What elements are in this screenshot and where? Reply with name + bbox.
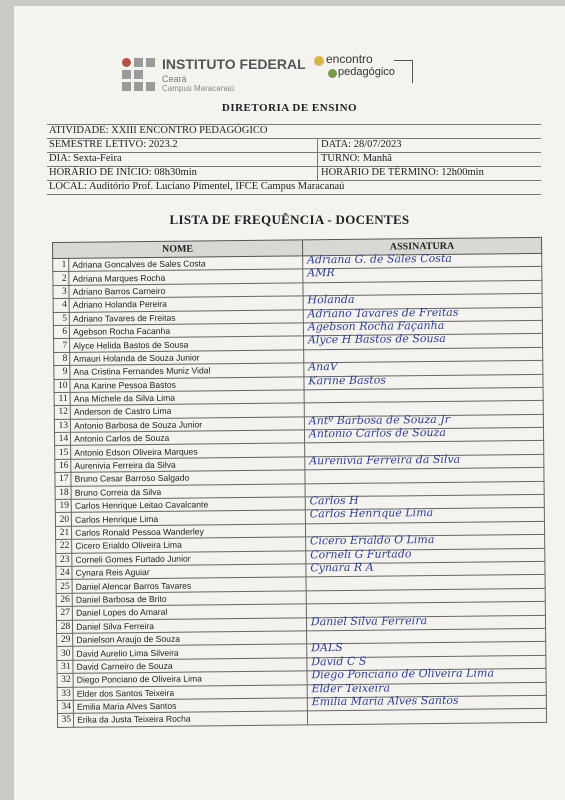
teacher-name: Agebson Rocha Facanha bbox=[70, 323, 304, 339]
teacher-name: Anderson de Castro Lima bbox=[70, 403, 304, 419]
handwritten-signature: Adriano Tavares de Freitas bbox=[307, 305, 459, 320]
day-field: DIA: Sexta-Feira bbox=[49, 153, 122, 164]
teacher-name: Daniel Alencar Barros Tavares bbox=[72, 577, 306, 593]
row-number: 24 bbox=[56, 566, 72, 580]
row-number: 1 bbox=[53, 258, 69, 272]
event-logo-line2: pedagógico bbox=[338, 66, 395, 78]
handwritten-signature: Cynara R A bbox=[310, 560, 374, 575]
teacher-name: Daniel Silva Ferreira bbox=[73, 617, 307, 633]
end-time-field: HORÁRIO DE TÉRMINO: 12h00min bbox=[321, 167, 484, 178]
row-number: 13 bbox=[54, 419, 70, 433]
row-number: 18 bbox=[55, 486, 71, 500]
handwritten-signature: Holanda bbox=[307, 293, 355, 307]
teacher-name: Bruno Correia da Silva bbox=[71, 484, 305, 500]
activity-field: ATIVIDADE: XXIII ENCONTRO PEDAGÓGICO bbox=[49, 125, 268, 136]
teacher-name: Carlos Henrique Lima bbox=[71, 510, 305, 526]
row-number: 4 bbox=[53, 298, 69, 312]
handwritten-signature: Corneli G Furtado bbox=[310, 546, 412, 561]
teacher-name: Cynara Reis Aguiar bbox=[72, 564, 306, 580]
event-logo-dot-icon bbox=[314, 56, 324, 66]
teacher-name: David Carneiro de Souza bbox=[73, 658, 307, 674]
row-number: 27 bbox=[56, 606, 72, 620]
handwritten-signature: Carlos Henrique Lima bbox=[309, 506, 434, 521]
column-header-signature: ASSINATURA bbox=[302, 237, 541, 256]
teacher-name: Aurenivia Ferreira da Silva bbox=[71, 457, 305, 473]
event-logo-dot-icon bbox=[328, 69, 337, 78]
teacher-name: Carlos Ronald Pessoa Wanderley bbox=[72, 524, 306, 540]
row-number: 34 bbox=[57, 700, 73, 714]
row-number: 19 bbox=[55, 499, 71, 513]
row-number: 31 bbox=[57, 660, 73, 674]
institute-campus: Campus Maracanaú bbox=[162, 84, 235, 93]
row-number: 32 bbox=[57, 673, 73, 687]
row-number: 35 bbox=[57, 714, 73, 728]
column-header-name: NOME bbox=[53, 240, 303, 259]
signature-cell[interactable] bbox=[307, 709, 546, 725]
handwritten-signature: Carlos H bbox=[309, 493, 359, 508]
row-number: 30 bbox=[57, 647, 73, 661]
handwritten-signature: Aurenivia Ferreira da Silva bbox=[309, 452, 461, 468]
handwritten-signature: Alyce H Bastos de Sousa bbox=[307, 332, 446, 347]
activity-info-box bbox=[47, 124, 541, 195]
document-header bbox=[14, 50, 565, 114]
row-number: 9 bbox=[54, 365, 70, 379]
row-number: 21 bbox=[55, 526, 71, 540]
teacher-name: Bruno Cesar Barroso Salgado bbox=[71, 470, 305, 486]
teacher-name: Adriana Goncalves de Sales Costa bbox=[69, 256, 303, 272]
row-number: 6 bbox=[53, 325, 69, 339]
row-number: 10 bbox=[54, 379, 70, 393]
handwritten-signature: AMR bbox=[307, 266, 335, 280]
teacher-name: Antonio Edson Oliveira Marques bbox=[71, 443, 305, 459]
row-number: 14 bbox=[54, 432, 70, 446]
teacher-name: Antonio Barbosa de Souza Junior bbox=[71, 417, 305, 433]
row-number: 20 bbox=[55, 513, 71, 527]
row-number: 16 bbox=[55, 459, 71, 473]
handwritten-signature: David C S bbox=[311, 654, 367, 669]
teacher-name: Ana Michele da Silva Lima bbox=[70, 390, 304, 406]
row-number: 26 bbox=[56, 593, 72, 607]
handwritten-signature: Diego Ponciano de Oliveira Lima bbox=[311, 666, 495, 682]
shift-field: TURNO: Manhã bbox=[321, 153, 392, 164]
handwritten-signature: Adriana G. de Sales Costa bbox=[307, 251, 452, 267]
location-field: LOCAL: Auditório Prof. Luciano Pimentel, IFCE Campus Maracanaú bbox=[49, 181, 345, 192]
handwritten-signature: DALS bbox=[311, 641, 343, 655]
row-number: 5 bbox=[53, 312, 69, 326]
handwritten-signature: Agebson Rocha Façanha bbox=[307, 318, 445, 334]
teacher-name: Adriano Tavares de Freitas bbox=[69, 309, 303, 325]
row-number: 3 bbox=[53, 285, 69, 299]
teacher-name: Ana Karine Pessoa Bastos bbox=[70, 376, 304, 392]
teacher-name: David Aurelio Lima Silveira bbox=[73, 644, 307, 660]
attendance-table bbox=[52, 237, 547, 728]
teacher-name: Daniel Barbosa de Brito bbox=[72, 591, 306, 607]
teacher-name: Adriano Holanda Pereira bbox=[69, 296, 303, 312]
row-number: 11 bbox=[54, 392, 70, 406]
teacher-name: Elder dos Santos Teixeira bbox=[73, 684, 307, 700]
start-time-field: HORÁRIO DE INÍCIO: 08h30min bbox=[49, 167, 197, 178]
row-number: 7 bbox=[54, 339, 70, 353]
event-logo-line1: encontro bbox=[326, 52, 373, 66]
handwritten-signature: Cicero Erialdo O Lima bbox=[309, 533, 435, 548]
date-field: DATA: 28/07/2023 bbox=[321, 139, 402, 150]
row-number: 22 bbox=[56, 540, 72, 554]
row-number: 28 bbox=[56, 620, 72, 634]
semester-field: SEMESTRE LETIVO: 2023.2 bbox=[49, 139, 178, 150]
teacher-name: Diego Ponciano de Oliveira Lima bbox=[73, 671, 307, 687]
row-number: 2 bbox=[53, 272, 69, 286]
institute-name: INSTITUTO FEDERAL bbox=[162, 56, 306, 72]
list-title: LISTA DE FREQUÊNCIA - DOCENTES bbox=[169, 212, 410, 227]
event-logo bbox=[314, 52, 434, 88]
teacher-name: Adriana Marques Rocha bbox=[69, 269, 303, 285]
row-number: 23 bbox=[56, 553, 72, 567]
teacher-name: Erika da Justa Teixeira Rocha bbox=[74, 711, 308, 727]
institute-state: Ceará bbox=[162, 74, 187, 84]
teacher-name: Ana Cristina Fernandes Muniz Vidal bbox=[70, 363, 304, 379]
teacher-name: Cicero Erialdo Oliveira Lima bbox=[72, 537, 306, 553]
handwritten-signature: Elder Teixeira bbox=[311, 680, 391, 695]
teacher-name: Amauri Holanda de Souza Junior bbox=[70, 350, 304, 366]
teacher-name: Danielson Araujo de Souza bbox=[73, 631, 307, 647]
handwritten-signature: Daniel Silva Ferreira bbox=[310, 613, 428, 628]
row-number: 29 bbox=[57, 633, 73, 647]
department-title: DIRETORIA DE ENSINO bbox=[221, 102, 358, 114]
handwritten-signature: Antº Barbosa de Souza Jr bbox=[308, 412, 451, 428]
teacher-name: Carlos Henrique Leitao Cavalcante bbox=[71, 497, 305, 513]
teacher-name: Alyce Helida Bastos de Sousa bbox=[70, 336, 304, 352]
handwritten-signature: AnaV bbox=[308, 360, 338, 374]
row-number: 33 bbox=[57, 687, 73, 701]
teacher-name: Antonio Carlos de Souza bbox=[71, 430, 305, 446]
teacher-name: Emilia Maria Alves Santos bbox=[73, 698, 307, 714]
row-number: 12 bbox=[54, 406, 70, 420]
handwritten-signature: Emilia Maria Alves Santos bbox=[311, 693, 459, 709]
document-page bbox=[14, 6, 565, 800]
row-number: 8 bbox=[54, 352, 70, 366]
institute-logo-icon bbox=[122, 58, 156, 92]
teacher-name: Daniel Lopes do Amaral bbox=[72, 604, 306, 620]
row-number: 17 bbox=[55, 473, 71, 487]
teacher-name: Adriano Barros Carneiro bbox=[69, 283, 303, 299]
handwritten-signature: Antonio Carlos de Souza bbox=[308, 425, 446, 441]
row-number: 15 bbox=[55, 446, 71, 460]
row-number: 25 bbox=[56, 580, 72, 594]
teacher-name: Corneli Gomes Furtado Junior bbox=[72, 550, 306, 566]
handwritten-signature: Karine Bastos bbox=[308, 373, 387, 387]
